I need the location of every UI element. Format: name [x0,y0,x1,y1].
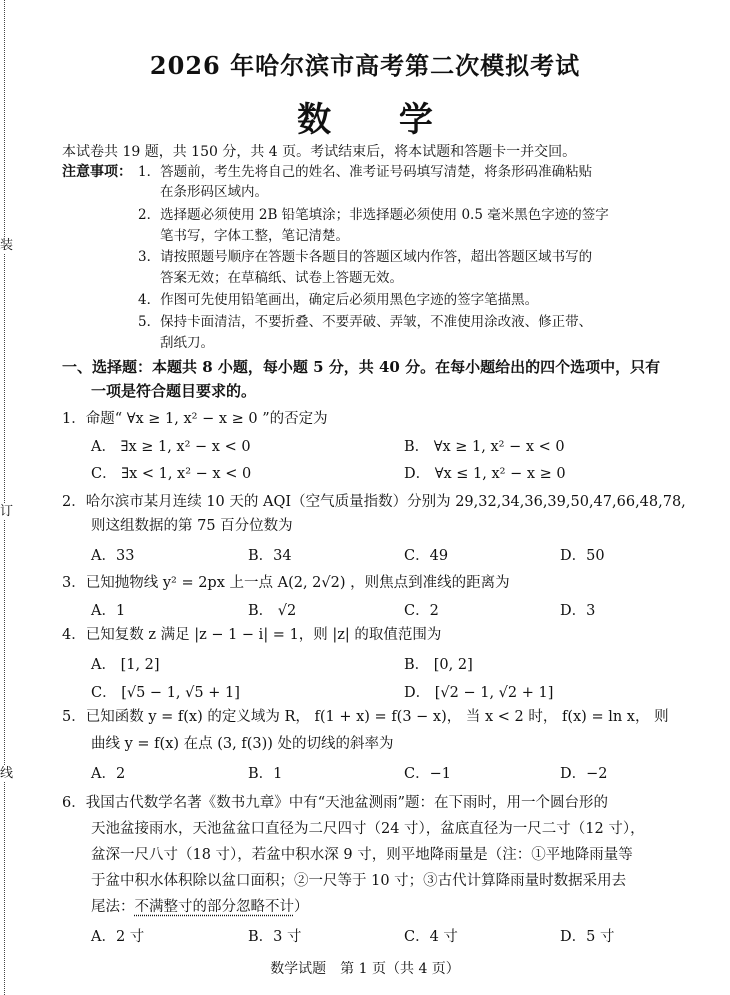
question-6-stem: 6．我国古代数学名著《数书九章》中有“天池盆测雨”题：在下雨时，用一个圆台形的 [62,795,609,811]
binding-char-zhuang: 装 [0,238,14,253]
subject-title: 数 学 [297,100,461,140]
notice-item: 3．请按照题号顺序在答题卡各题目的答题区域内作答，超出答题区域书写的 [138,249,593,265]
notice-item: 答案无效；在草稿纸、试卷上答题无效。 [160,270,403,286]
section-heading-cont: 一项是符合题目要求的。 [91,382,257,400]
q2-option-d: D．50 [560,548,605,564]
q6-option-d: D．5 寸 [560,929,615,945]
intro-text: 本试卷共 19 题，共 150 分，共 4 页。考试结束后，将本试题和答题卡一并交回。 [62,144,577,160]
question-5-stem: 5．已知函数 y = f(x) 的定义域为 R， f(1 + x) = f(3 − x)， 当 x < 2 时， f(x) = ln x， 则 [62,709,669,725]
notice-item: 笔书写，字体工整，笔记清楚。 [160,228,349,244]
notice-item: 1．答题前，考生先将自己的姓名、准考证号码填写清楚，将条形码准确粘贴 [138,164,593,180]
q2-option-b: B．34 [248,548,292,564]
question-6-stem-cont: 盆深一尺八寸（18 寸），若盆中积水深 9 寸，则平地降雨量是（注：①平地降雨量等 [91,847,633,863]
q5-option-a: A．2 [91,766,126,782]
q3-option-d: D．3 [560,603,596,619]
question-2-stem-cont: 则这组数据的第 75 百分位数为 [91,518,293,534]
q6-option-a: A．2 寸 [91,929,145,945]
question-6-stem-cont: 于盆中积水体积除以盆口面积；②一尺等于 10 寸；③古代计算降雨量时数据采用去 [91,873,627,889]
notice-item: 刮纸刀。 [160,335,214,351]
q6-text: ） [294,899,309,915]
q6-option-b: B．3 寸 [248,929,302,945]
q3-option-a: A．1 [91,603,126,619]
q1-option-c: C． ∃x < 1, x² − x < 0 [91,466,252,482]
q2-option-a: A．33 [91,548,135,564]
q4-option-d: D． [√2 − 1, √2 + 1] [404,685,554,701]
binding-char-ding: 订 [0,504,14,519]
binding-dotted-line [4,0,5,995]
q6-text: 尾法： [91,899,135,915]
q4-option-a: A． [1, 2] [91,657,160,673]
q1-option-d: D． ∀x ≤ 1, x² − x ≥ 0 [404,466,566,482]
q6-emphasized-text: 不满整寸的部分忽略不计 [134,899,294,915]
q5-option-c: C．−1 [404,766,451,782]
page-footer: 数学试题 第 1 页（共 4 页） [270,961,460,977]
q5-option-d: D．−2 [560,766,608,782]
question-5-stem-cont: 曲线 y = f(x) 在点 (3, f(3)) 处的切线的斜率为 [91,736,394,752]
section-heading: 一、选择题：本题共 8 小题，每小题 5 分，共 40 分。在每小题给出的四个选项中，只有 [62,358,661,376]
binding-char-xian: 线 [0,766,14,781]
question-4-stem: 4．已知复数 z 满足 |z − 1 − i| = 1，则 |z| 的取值范围为 [62,627,442,643]
question-6-stem-cont: 天池盆接雨水，天池盆盆口直径为二尺四寸（24 寸），盆底直径为一尺二寸（12 寸）， [91,821,645,837]
question-3-stem: 3．已知抛物线 y² = 2px 上一点 A(2, 2√2) ，则焦点到准线的距离为 [62,575,510,591]
exam-title: 2026 年哈尔滨市高考第二次模拟考试 [149,51,581,80]
q1-option-a: A． ∃x ≥ 1, x² − x < 0 [91,439,251,455]
q6-option-c: C．4 寸 [404,929,458,945]
question-1-stem: 1．命题“ ∀x ≥ 1, x² − x ≥ 0 ”的否定为 [62,411,328,427]
q4-option-c: C． [√5 − 1, √5 + 1] [91,685,240,701]
q5-option-b: B．1 [248,766,283,782]
notice-item: 在条形码区域内。 [160,184,268,200]
notice-item: 5．保持卡面清洁，不要折叠、不要弄破、弄皱，不准使用涂改液、修正带、 [138,314,593,330]
notice-item: 2．选择题必须使用 2B 铅笔填涂；非选择题必须使用 0.5 毫米黑色字迹的签字 [138,207,609,223]
question-6-stem-cont [91,896,309,918]
q3-option-b: B． √2 [248,603,297,619]
question-2-stem: 2．哈尔滨市某月连续 10 天的 AQI（空气质量指数）分别为 29,32,34,36,39,50,47,66,48,78, [62,494,686,510]
q1-option-b: B． ∀x ≥ 1, x² − x < 0 [404,439,565,455]
q2-option-c: C．49 [404,548,449,564]
notice-item: 4．作图可先使用铅笔画出，确定后必须用黑色字迹的签字笔描黑。 [138,292,539,308]
notice-label: 注意事项： [62,164,132,180]
q3-option-c: C．2 [404,603,439,619]
q4-option-b: B． [0, 2] [404,657,473,673]
